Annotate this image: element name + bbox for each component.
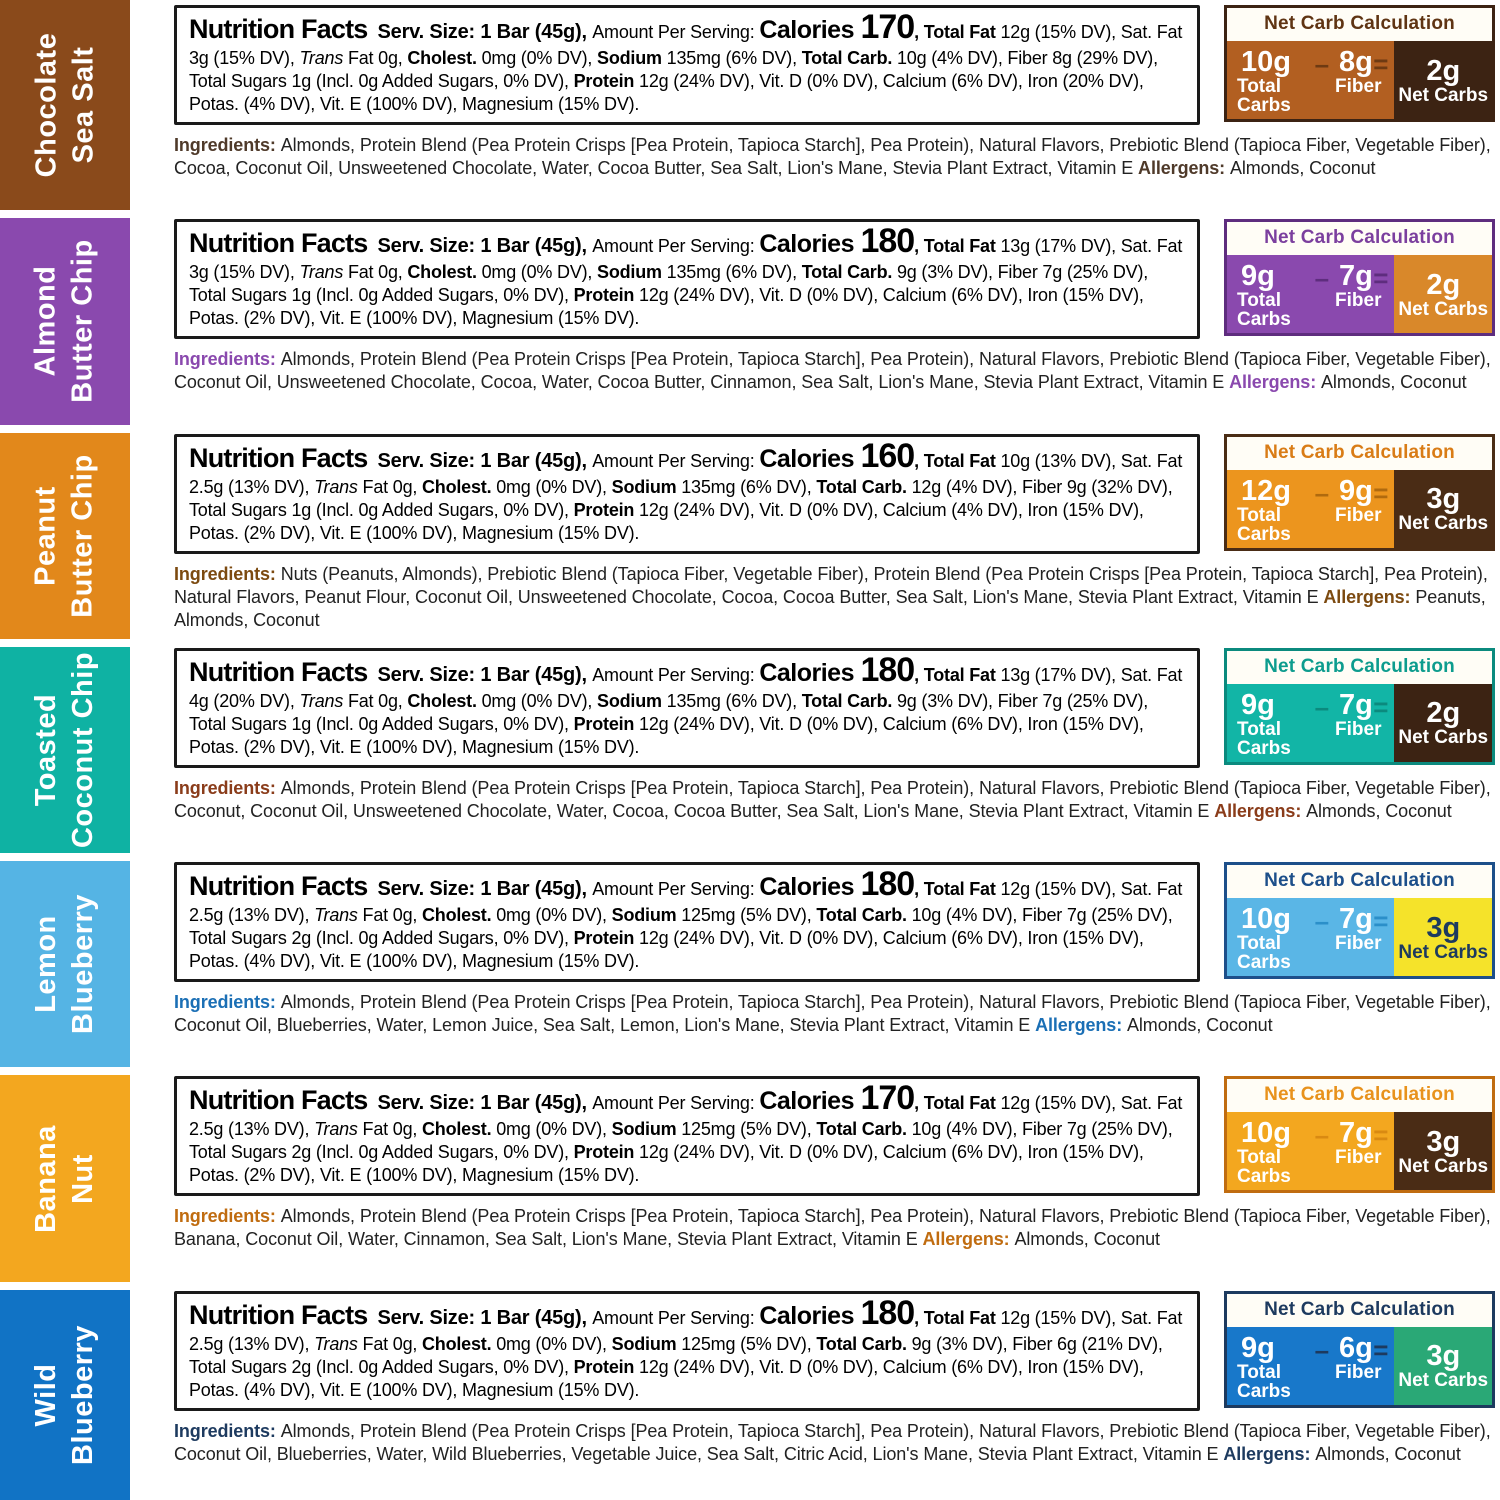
flavor-name	[28, 240, 102, 403]
nutrition-facts-title: Nutrition Facts	[189, 871, 368, 902]
net-carbs-label: Net Carbs	[1398, 941, 1489, 963]
flavor-strip	[0, 0, 130, 210]
ingredients-label: Ingredients:	[174, 349, 281, 370]
net-carb-title: Net Carb Calculation	[1227, 437, 1492, 470]
flavor-content	[130, 214, 1500, 428]
total-carbs-group	[1237, 1118, 1309, 1186]
net-carbs-group	[1394, 255, 1492, 333]
net-carb-box	[1224, 862, 1495, 979]
net-carb-box	[1224, 1076, 1495, 1193]
allergens-text: Almonds, Coconut	[1306, 800, 1452, 821]
ingredients-paragraph	[174, 134, 1495, 180]
serving-size: Serv. Size: 1 Bar (45g),	[377, 1092, 593, 1115]
serving-size: Serv. Size: 1 Bar (45g),	[377, 21, 593, 43]
ingredients-text: Almonds, Protein Blend (Pea Protein Crisps [Pea Protein, Tapioca Starch], Pea Protein), Natural Flavors, Prebiotic Blend (Tapioca Fiber, Vegetable Fiber), Coconut Oil, Unsweetened Chocolate, Cocoa, Water, Cocoa Butter, Cinnamon, Sea Salt, Lion's Mane, Stevia Plant Extract, Vitamin E	[174, 349, 1491, 393]
fiber-group	[1335, 688, 1382, 758]
ingredients-text: Almonds, Protein Blend (Pea Protein Crisps [Pea Protein, Tapioca Starch], Pea Protein), Natural Flavors, Prebiotic Blend (Tapioca Fiber, Vegetable Fiber), Coconut Oil, Blueberries, Water, Wild Blueberries, Vegetable Juice, Sea Salt, Citric Acid, Lion's Mane, Stevia Plant Extract, Vitamin E	[174, 1420, 1491, 1464]
net-carb-body	[1227, 470, 1492, 548]
total-carbs-label: Total Carbs	[1237, 504, 1291, 545]
equals-sign: =	[1373, 691, 1389, 722]
flavor-name	[28, 652, 102, 848]
net-carb-body	[1227, 41, 1492, 119]
net-carb-equation	[1227, 1112, 1394, 1190]
fiber-value: 8g	[1339, 46, 1373, 78]
nutrition-details: , Total Fat 13g (17% DV), Sat. Fat 3g (15% DV), Trans Fat 0g, Cholest. 0mg (0% DV), Sodium 135mg (6% DV), Total Carb. 9g (3% DV), Fiber 7g (25% DV), Total Sugars 1g (Incl. 0g Added Sugars, 0% DV), Protein 12g (24% DV), Vit. D (0% DV), Calcium (6% DV), Iron (15% DV), Potas. (2% DV), Vit. E (100% DV), Magnesium (15% DV).	[189, 236, 1183, 329]
flavor-name-line1: Toasted	[30, 693, 63, 807]
total-carbs-label: Total Carbs	[1237, 718, 1291, 759]
net-carb-equation	[1227, 255, 1394, 333]
total-carbs-value: 10g	[1241, 903, 1291, 936]
ingredients-label: Ingredients:	[174, 563, 281, 584]
nutrition-facts-title: Nutrition Facts	[189, 14, 368, 44]
ingredients-label: Ingredients:	[174, 1206, 281, 1227]
fiber-group	[1335, 1117, 1382, 1186]
fiber-group	[1335, 903, 1382, 972]
ingredients-paragraph	[174, 1420, 1495, 1466]
flavor-name-line1: Peanut	[30, 485, 62, 586]
fiber-label: Fiber	[1335, 1147, 1382, 1169]
net-carbs-value: 3g	[1426, 483, 1461, 516]
calories-label: Calories	[759, 873, 861, 902]
net-carb-box	[1224, 219, 1495, 336]
ingredients-paragraph	[174, 991, 1495, 1037]
flavor-name-line2: Blueberry	[67, 894, 100, 1035]
amount-per-serving-label: Amount Per Serving:	[592, 1307, 760, 1328]
nutrition-facts-box	[174, 5, 1200, 125]
nutrition-facts-box	[174, 1291, 1200, 1411]
fiber-label: Fiber	[1335, 933, 1382, 955]
total-carbs-group	[1237, 47, 1309, 115]
flavor-name-line2: Sea Salt	[67, 46, 99, 164]
flavor-content	[130, 643, 1500, 857]
amount-per-serving-label: Amount Per Serving:	[592, 879, 760, 900]
equals-sign: =	[1373, 477, 1389, 508]
flavor-name	[28, 1325, 102, 1465]
net-carbs-label: Net Carbs	[1398, 1155, 1489, 1177]
calories-value: 160	[860, 436, 915, 475]
ingredients-text: Almonds, Protein Blend (Pea Protein Crisps [Pea Protein, Tapioca Starch], Pea Protein), Natural Flavors, Prebiotic Blend (Tapioca Fiber, Vegetable Fiber), Cocoa, Coconut Oil, Unsweetened Chocolate, Water, Cocoa Butter, Sea Salt, Lion's Mane, Stevia Plant Extract, Vitamin E	[174, 135, 1491, 178]
flavor-content	[130, 857, 1500, 1071]
nutrition-details: , Total Fat 13g (17% DV), Sat. Fat 4g (20% DV), Trans Fat 0g, Cholest. 0mg (0% DV), Sodium 135mg (6% DV), Total Carb. 9g (3% DV), Fiber 7g (25% DV), Total Sugars 1g (Incl. 0g Added Sugars, 0% DV), Protein 12g (24% DV), Vit. D (0% DV), Calcium (6% DV), Iron (15% DV), Potas. (2% DV), Vit. E (100% DV), Magnesium (15% DV).	[189, 664, 1183, 757]
allergens-label: Allergens:	[922, 1229, 1015, 1250]
fiber-group	[1335, 260, 1382, 329]
allergens-text: Almonds, Coconut	[1127, 1015, 1273, 1036]
flavor-name-line2: Coconut Chip	[67, 651, 100, 849]
calories-label: Calories	[759, 230, 861, 259]
fiber-value: 7g	[1339, 688, 1373, 721]
flavor-name	[28, 33, 102, 178]
flavor-name-line2: Blueberry	[67, 1324, 100, 1465]
flavor-section	[0, 0, 1500, 214]
net-carbs-group	[1394, 41, 1492, 119]
fiber-group	[1335, 474, 1382, 544]
nutrition-facts-box	[174, 434, 1200, 554]
calories-value: 170	[860, 8, 915, 46]
equals-sign: =	[1373, 49, 1389, 79]
serving-size: Serv. Size: 1 Bar (45g),	[377, 1306, 593, 1329]
net-carb-title: Net Carb Calculation	[1227, 865, 1492, 898]
ingredients-text: Almonds, Protein Blend (Pea Protein Crisps [Pea Protein, Tapioca Starch], Pea Protein), Natural Flavors, Prebiotic Blend (Tapioca Fiber, Vegetable Fiber), Coconut, Coconut Oil, Unsweetened Chocolate, Water, Cocoa, Cocoa Butter, Sea Salt, Lion's Mane, Stevia Plant Extract, Vitamin E	[174, 777, 1491, 821]
flavor-name-line1: Banana	[29, 1124, 62, 1233]
ingredients-paragraph	[174, 348, 1495, 394]
net-carbs-label: Net Carbs	[1398, 298, 1489, 320]
fiber-value: 7g	[1339, 903, 1373, 936]
flavor-content	[130, 0, 1500, 214]
net-carb-equation	[1227, 684, 1394, 762]
allergens-text: Almonds, Coconut	[1315, 1443, 1461, 1464]
minus-sign: –	[1314, 263, 1330, 294]
amount-per-serving-label: Amount Per Serving:	[592, 236, 760, 257]
allergens-text: Almonds, Coconut	[1229, 158, 1376, 178]
flavor-strip	[0, 1075, 130, 1281]
flavor-section	[0, 857, 1500, 1071]
nutrition-facts-title: Nutrition Facts	[189, 656, 368, 687]
net-carb-title: Net Carb Calculation	[1227, 651, 1492, 684]
flavor-name	[28, 1125, 102, 1233]
ingredients-paragraph	[174, 777, 1495, 823]
total-carbs-value: 10g	[1241, 1117, 1291, 1150]
allergens-text: Almonds, Coconut	[1014, 1229, 1160, 1250]
flavor-name-line1: Chocolate	[30, 32, 62, 178]
net-carb-equation	[1227, 470, 1394, 548]
ingredients-paragraph	[174, 563, 1495, 632]
amount-per-serving-label: Amount Per Serving:	[592, 664, 760, 685]
total-carbs-label: Total Carbs	[1237, 76, 1291, 116]
fiber-value: 7g	[1339, 260, 1373, 293]
net-carb-title: Net Carb Calculation	[1227, 222, 1492, 255]
fiber-group	[1335, 46, 1382, 115]
net-carbs-group	[1394, 1327, 1492, 1405]
flavor-section	[0, 214, 1500, 428]
flavor-content	[130, 1071, 1500, 1285]
nutrition-details: , Total Fat 12g (15% DV), Sat. Fat 2.5g (13% DV), Trans Fat 0g, Cholest. 0mg (0% DV), Sodium 125mg (5% DV), Total Carb. 10g (4% DV), Fiber 7g (25% DV), Total Sugars 2g (Incl. 0g Added Sugars, 0% DV), Protein 12g (24% DV), Vit. D (0% DV), Calcium (6% DV), Iron (15% DV), Potas. (4% DV), Vit. E (100% DV), Magnesium (15% DV).	[189, 879, 1183, 972]
amount-per-serving-label: Amount Per Serving:	[592, 1093, 760, 1114]
calories-label: Calories	[759, 1301, 861, 1330]
net-carb-body	[1227, 898, 1492, 976]
flavor-strip	[0, 861, 130, 1067]
calories-value: 180	[860, 650, 915, 689]
flavor-name-line2: Butter Chip	[67, 454, 99, 618]
calories-value: 180	[860, 1293, 915, 1332]
nutrition-details: , Total Fat 10g (13% DV), Sat. Fat 2.5g (13% DV), Trans Fat 0g, Cholest. 0mg (0% DV), Sodium 135mg (6% DV), Total Carb. 12g (4% DV), Fiber 9g (32% DV), Total Sugars 1g (Incl. 0g Added Sugars, 0% DV), Protein 12g (24% DV), Vit. D (0% DV), Calcium (4% DV), Iron (15% DV), Potas. (2% DV), Vit. E (100% DV), Magnesium (15% DV).	[189, 450, 1183, 543]
net-carb-equation	[1227, 41, 1394, 119]
nutrition-details: , Total Fat 12g (15% DV), Sat. Fat 2.5g (13% DV), Trans Fat 0g, Cholest. 0mg (0% DV), Sodium 125mg (5% DV), Total Carb. 9g (3% DV), Fiber 6g (21% DV), Total Sugars 2g (Incl. 0g Added Sugars, 0% DV), Protein 12g (24% DV), Vit. D (0% DV), Calcium (6% DV), Iron (15% DV), Potas. (4% DV), Vit. E (100% DV), Magnesium (15% DV).	[189, 1307, 1183, 1400]
serving-size: Serv. Size: 1 Bar (45g),	[377, 449, 593, 472]
net-carbs-value: 3g	[1426, 911, 1461, 944]
net-carbs-group	[1394, 1112, 1492, 1190]
equals-sign: =	[1373, 1334, 1389, 1365]
ingredients-text: Almonds, Protein Blend (Pea Protein Crisps [Pea Protein, Tapioca Starch], Pea Protein), Natural Flavors, Prebiotic Blend (Tapioca Fiber, Vegetable Fiber), Coconut Oil, Blueberries, Water, Lemon Juice, Sea Salt, Lemon, Lion's Mane, Stevia Plant Extract, Vitamin E	[174, 992, 1491, 1036]
total-carbs-label: Total Carbs	[1237, 1147, 1291, 1188]
calories-value: 180	[860, 222, 915, 261]
nutrition-details: , Total Fat 12g (15% DV), Sat. Fat 3g (15% DV), Trans Fat 0g, Cholest. 0mg (0% DV), Sodium 135mg (6% DV), Total Carb. 10g (4% DV), Fiber 8g (29% DV), Total Sugars 1g (Incl. 0g Added Sugars, 0% DV), Protein 12g (24% DV), Vit. D (0% DV), Calcium (6% DV), Iron (20% DV), Potas. (4% DV), Vit. E (100% DV), Magnesium (15% DV).	[189, 22, 1183, 114]
serving-size: Serv. Size: 1 Bar (45g),	[377, 235, 593, 258]
net-carbs-value: 2g	[1426, 697, 1461, 730]
total-carbs-value: 10g	[1241, 46, 1291, 78]
flavor-name-line1: Lemon	[30, 915, 63, 1014]
ingredients-text: Almonds, Protein Blend (Pea Protein Crisps [Pea Protein, Tapioca Starch], Pea Protein), Natural Flavors, Prebiotic Blend (Tapioca Fiber, Vegetable Fiber), Banana, Coconut Oil, Water, Cinnamon, Sea Salt, Lion's Mane, Stevia Plant Extract, Vitamin E	[174, 1206, 1491, 1250]
net-carbs-value: 3g	[1426, 1125, 1461, 1158]
net-carbs-value: 3g	[1426, 1340, 1461, 1373]
minus-sign: –	[1314, 906, 1330, 937]
net-carb-equation	[1227, 1327, 1394, 1405]
nutrition-facts-box	[174, 862, 1200, 982]
net-carb-body	[1227, 1112, 1492, 1190]
net-carbs-group	[1394, 898, 1492, 976]
flavor-strip	[0, 218, 130, 424]
total-carbs-group	[1237, 261, 1309, 329]
calories-label: Calories	[759, 16, 861, 44]
net-carbs-group	[1394, 684, 1492, 762]
net-carb-box	[1224, 648, 1495, 765]
total-carbs-group	[1237, 690, 1309, 758]
amount-per-serving-label: Amount Per Serving:	[592, 22, 760, 42]
net-carbs-label: Net Carbs	[1398, 513, 1489, 535]
ingredients-paragraph	[174, 1205, 1495, 1251]
net-carb-body	[1227, 1327, 1492, 1405]
total-carbs-group	[1237, 1333, 1309, 1401]
total-carbs-label: Total Carbs	[1237, 933, 1291, 974]
fiber-label: Fiber	[1335, 290, 1382, 312]
allergens-label: Allergens:	[1323, 586, 1416, 607]
allergens-text: Peanuts, Almonds, Coconut	[174, 586, 1486, 630]
ingredients-text: Nuts (Peanuts, Almonds), Prebiotic Blend (Tapioca Fiber, Vegetable Fiber), Protein Blend (Pea Protein Crisps [Pea Protein, Tapioca Starch], Pea Protein), Natural Flavors, Peanut Flour, Coconut Oil, Unsweetened Chocolate, Cocoa, Cocoa Butter, Sea Salt, Lion's Mane, Stevia Plant Extract, Vitamin E	[174, 563, 1488, 607]
nutrition-facts-title: Nutrition Facts	[189, 1085, 368, 1116]
ingredients-label: Ingredients:	[174, 135, 281, 155]
ingredients-label: Ingredients:	[174, 992, 281, 1013]
serving-size: Serv. Size: 1 Bar (45g),	[377, 663, 593, 686]
nutrition-facts-box	[174, 1076, 1200, 1196]
net-carb-title: Net Carb Calculation	[1227, 1079, 1492, 1112]
allergens-label: Allergens:	[1229, 372, 1322, 393]
total-carbs-group	[1237, 476, 1309, 544]
flavor-name-line2: Nut	[66, 1153, 99, 1204]
total-carbs-value: 9g	[1241, 688, 1275, 721]
total-carbs-value: 9g	[1241, 260, 1275, 293]
allergens-text: Almonds, Coconut	[1321, 372, 1467, 393]
flavor-section	[0, 1286, 1500, 1500]
nutrition-details: , Total Fat 12g (15% DV), Sat. Fat 2.5g (13% DV), Trans Fat 0g, Cholest. 0mg (0% DV), Sodium 125mg (5% DV), Total Carb. 10g (4% DV), Fiber 7g (25% DV), Total Sugars 2g (Incl. 0g Added Sugars, 0% DV), Protein 12g (24% DV), Vit. D (0% DV), Calcium (6% DV), Iron (15% DV), Potas. (2% DV), Vit. E (100% DV), Magnesium (15% DV).	[189, 1093, 1183, 1186]
net-carb-box	[1224, 5, 1495, 122]
serving-size: Serv. Size: 1 Bar (45g),	[377, 878, 593, 901]
allergens-label: Allergens:	[1035, 1015, 1127, 1036]
minus-sign: –	[1314, 477, 1330, 508]
nutrition-facts-box	[174, 219, 1200, 339]
net-carbs-label: Net Carbs	[1398, 84, 1489, 106]
calories-value: 180	[860, 865, 915, 904]
ingredients-label: Ingredients:	[174, 777, 281, 798]
nutrition-facts-title: Nutrition Facts	[189, 228, 368, 259]
flavor-content	[130, 1286, 1500, 1500]
total-carbs-group	[1237, 904, 1309, 972]
nutrition-facts-title: Nutrition Facts	[189, 1299, 368, 1330]
flavor-strip	[0, 433, 130, 639]
equals-sign: =	[1373, 906, 1389, 937]
net-carbs-value: 2g	[1426, 54, 1461, 87]
fiber-label: Fiber	[1335, 76, 1382, 97]
net-carb-title: Net Carb Calculation	[1227, 1294, 1492, 1327]
total-carbs-label: Total Carbs	[1237, 1361, 1291, 1402]
fiber-label: Fiber	[1335, 718, 1382, 740]
minus-sign: –	[1314, 1334, 1330, 1365]
flavor-section	[0, 643, 1500, 857]
fiber-label: Fiber	[1335, 1361, 1382, 1383]
net-carbs-group	[1394, 470, 1492, 548]
fiber-label: Fiber	[1335, 504, 1382, 526]
fiber-value: 6g	[1339, 1331, 1373, 1364]
flavor-name-line2: Butter Chip	[67, 239, 99, 404]
flavor-section	[0, 429, 1500, 643]
flavor-strip	[0, 647, 130, 853]
calories-value: 170	[860, 1079, 915, 1118]
total-carbs-value: 12g	[1241, 474, 1291, 507]
fiber-value: 7g	[1339, 1117, 1373, 1150]
net-carb-body	[1227, 255, 1492, 333]
calories-label: Calories	[759, 444, 861, 473]
flavor-name-line1: Wild	[30, 1363, 63, 1427]
fiber-group	[1335, 1331, 1382, 1401]
flavor-section	[0, 1071, 1500, 1285]
equals-sign: =	[1373, 1120, 1389, 1151]
ingredients-label: Ingredients:	[174, 1420, 281, 1441]
flavor-name	[28, 454, 102, 617]
flavor-name-line1: Almond	[30, 265, 62, 377]
calories-label: Calories	[759, 1087, 861, 1116]
net-carb-box	[1224, 1291, 1495, 1408]
net-carbs-label: Net Carbs	[1398, 727, 1489, 749]
flavor-strip	[0, 1290, 130, 1500]
calories-label: Calories	[759, 658, 861, 687]
minus-sign: –	[1314, 1120, 1330, 1151]
net-carb-title: Net Carb Calculation	[1227, 8, 1492, 41]
amount-per-serving-label: Amount Per Serving:	[592, 450, 760, 471]
minus-sign: –	[1314, 691, 1330, 722]
allergens-label: Allergens:	[1138, 158, 1230, 178]
fiber-value: 9g	[1339, 474, 1373, 507]
allergens-label: Allergens:	[1214, 800, 1307, 821]
net-carb-body	[1227, 684, 1492, 762]
net-carb-equation	[1227, 898, 1394, 976]
net-carbs-label: Net Carbs	[1398, 1370, 1489, 1392]
allergens-label: Allergens:	[1223, 1443, 1316, 1464]
nutrition-facts-box	[174, 648, 1200, 768]
net-carbs-value: 2g	[1426, 268, 1461, 301]
total-carbs-value: 9g	[1241, 1331, 1275, 1364]
flavor-name	[28, 894, 102, 1034]
net-carb-box	[1224, 434, 1495, 551]
flavor-content	[130, 429, 1500, 643]
equals-sign: =	[1373, 263, 1389, 294]
minus-sign: –	[1314, 49, 1330, 79]
total-carbs-label: Total Carbs	[1237, 290, 1291, 331]
nutrition-facts-title: Nutrition Facts	[189, 442, 368, 473]
